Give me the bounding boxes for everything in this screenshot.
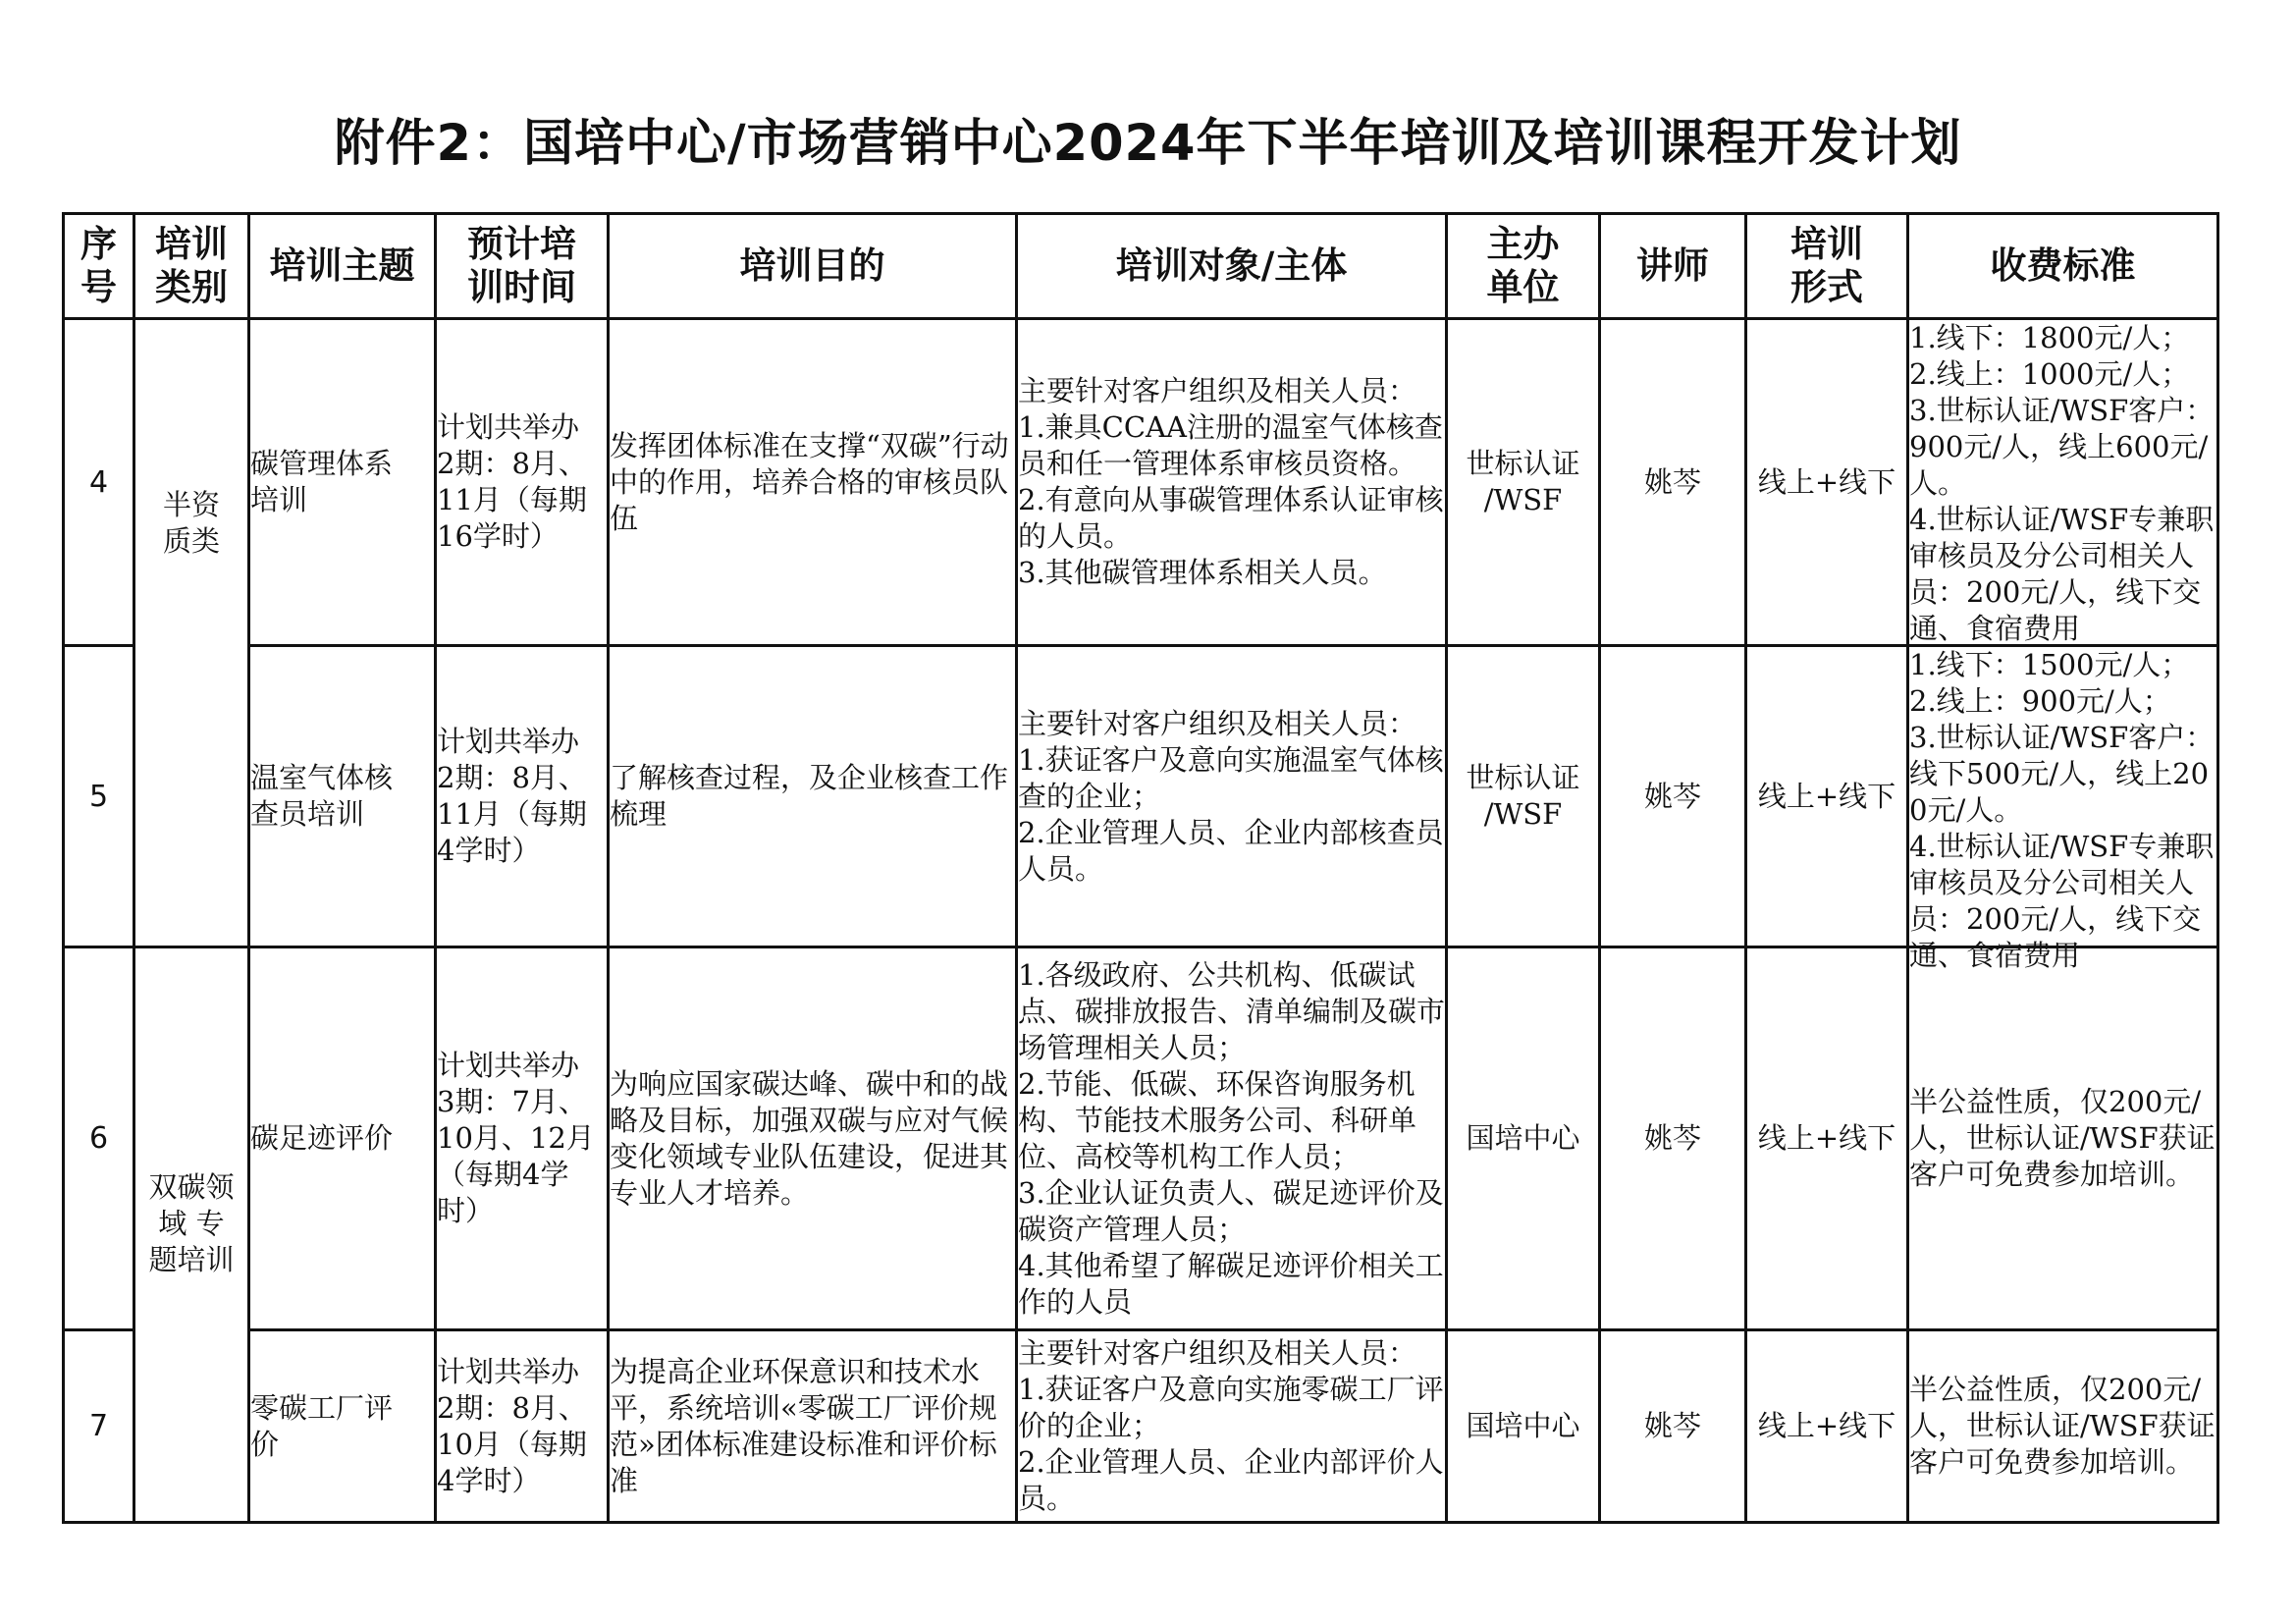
lecturer-text: 姚芩 [1643, 464, 1701, 499]
row-audience [1017, 947, 1447, 1330]
purpose-text: 发挥团体标准在支撑“双碳”行动中的作用，培养合格的审核员队伍 [610, 428, 1009, 535]
header-purpose: 培训目的 [609, 214, 1017, 319]
row-time [436, 646, 609, 947]
row-seq [64, 947, 134, 1330]
category-cell-dual-carbon [134, 947, 249, 1523]
row-purpose [609, 646, 1017, 947]
row-topic [249, 947, 436, 1330]
category-text: 双碳领 域 专 题培训 [148, 1170, 235, 1276]
topic-text: 零碳工厂评 价 [250, 1390, 394, 1461]
header-topic: 培训主题 [249, 214, 436, 319]
header-category: 培训 类别 [134, 214, 249, 319]
row-topic [249, 646, 436, 947]
row-lecturer [1600, 319, 1746, 646]
seq-text: 4 [88, 464, 109, 500]
row-format [1746, 947, 1908, 1330]
header-organizer: 主办 单位 [1447, 214, 1600, 319]
row-fee [1908, 319, 2218, 646]
time-text: 计划共举办 2期：8月、 11月（每期 4学时） [437, 725, 587, 867]
row-organizer [1447, 947, 1600, 1330]
time-text: 计划共举办 3期：7月、 10月、12月 （每期4学 时） [437, 1049, 595, 1227]
audience-text: 主要针对客户组织及相关人员： 1.获证客户及意向实施温室气体核查的企业； 2.企业管理人员、企业内部核查员人员。 [1018, 706, 1444, 886]
table-row [64, 947, 2218, 1330]
row-audience [1017, 646, 1447, 947]
row-seq [64, 646, 134, 947]
row-purpose [609, 1330, 1017, 1523]
purpose-text: 了解核查过程，及企业核查工作梳理 [610, 761, 1009, 831]
table-row [64, 646, 2218, 947]
row-lecturer [1600, 947, 1746, 1330]
row-time [436, 1330, 609, 1523]
organizer-text: 国培中心 [1466, 1409, 1580, 1442]
row-audience [1017, 319, 1447, 646]
format-text: 线上+线下 [1757, 464, 1896, 499]
topic-text: 温室气体核 查员培训 [250, 761, 394, 831]
header-lecturer: 讲师 [1600, 214, 1746, 319]
page-title: 附件2：国培中心/市场营销中心2024年下半年培训及培训课程开发计划 [334, 115, 1962, 173]
audience-text: 主要针对客户组织及相关人员： 1.获证客户及意向实施零碳工厂评价的企业； 2.企业管理人员、企业内部评价人员。 [1018, 1336, 1444, 1515]
time-text: 计划共举办 2期：8月、 11月（每期 16学时） [437, 410, 587, 553]
row-seq [64, 1330, 134, 1523]
organizer-text: 世标认证 /WSF [1466, 447, 1580, 516]
purpose-text: 为提高企业环保意识和技术水平，系统培训«零碳工厂评价规范»团体标准建设标准和评价标准 [610, 1354, 997, 1497]
seq-text: 7 [88, 1409, 109, 1443]
format-text: 线上+线下 [1757, 1121, 1896, 1155]
topic-text: 碳足迹评价 [250, 1121, 394, 1155]
fee-text: 半公益性质，仅200元/人，世标认证/WSF获证客户可免费参加培训。 [1909, 1085, 2216, 1191]
lecturer-text: 姚芩 [1643, 1409, 1701, 1442]
fee-text: 1.线下：1800元/人； 2.线上：1000元/人； 3.世标认证/WSF客户：900元/人，线上600元/人。 4.世标认证/WSF专兼职审核员及分公司相关人员：200元/人，线下交通、食宿费用 [1909, 321, 2215, 645]
row-purpose [609, 947, 1017, 1330]
format-text: 线上+线下 [1757, 779, 1896, 813]
row-format [1746, 319, 1908, 646]
header-format: 培训 形式 [1746, 214, 1908, 319]
lecturer-text: 姚芩 [1643, 779, 1701, 813]
table-row [64, 1330, 2218, 1523]
row-fee [1908, 947, 2218, 1330]
row-fee [1908, 1330, 2218, 1523]
header-row [64, 214, 2218, 319]
seq-text: 5 [88, 779, 109, 814]
fee-text: 半公益性质，仅200元/人，世标认证/WSF获证客户可免费参加培训。 [1909, 1373, 2216, 1479]
purpose-text: 为响应国家碳达峰、碳中和的战略及目标，加强双碳与应对气候变化领域专业队伍建设，促进其专业人才培养。 [610, 1066, 1009, 1210]
row-lecturer [1600, 646, 1746, 947]
training-plan-table [62, 212, 2219, 1524]
category-text: 半资 质类 [162, 488, 220, 558]
row-fee [1908, 646, 2218, 972]
row-topic [249, 319, 436, 646]
header-time: 预计培 训时间 [436, 214, 609, 319]
row-audience [1017, 1330, 1447, 1523]
header-seq: 序 号 [64, 214, 134, 319]
row-topic [249, 1330, 436, 1523]
row-format [1746, 1330, 1908, 1523]
row-purpose [609, 319, 1017, 646]
format-text: 线上+线下 [1757, 1409, 1896, 1442]
row-seq [64, 319, 134, 646]
row-organizer [1447, 319, 1600, 646]
topic-text: 碳管理体系 培训 [250, 447, 394, 516]
row-format [1746, 646, 1908, 947]
seq-text: 6 [88, 1121, 109, 1156]
time-text: 计划共举办 2期：8月、 10月（每期 4学时） [437, 1354, 587, 1497]
header-audience: 培训对象/主体 [1017, 214, 1447, 319]
row-time [436, 319, 609, 646]
row-organizer [1447, 1330, 1600, 1523]
row-lecturer [1600, 1330, 1746, 1523]
lecturer-text: 姚芩 [1643, 1121, 1701, 1155]
table-row [64, 319, 2218, 646]
row-organizer [1447, 646, 1600, 947]
header-fee: 收费标准 [1908, 214, 2218, 319]
fee-text: 1.线下：1500元/人； 2.线上：900元/人； 3.世标认证/WSF客户：线下500元/人，线上200元/人。 4.世标认证/WSF专兼职审核员及分公司相关人员：200元/人，线下交通、食宿费用 [1909, 648, 2215, 972]
category-cell-qualification [134, 319, 249, 947]
audience-text: 1.各级政府、公共机构、低碳试点、碳排放报告、清单编制及碳市场管理相关人员； 2.节能、低碳、环保咨询服务机构、节能技术服务公司、科研单位、高校等机构工作人员； 3.企业认证负责人、碳足迹评价及碳资产管理人员； 4.其他希望了解碳足迹评价相关工作的人员 [1018, 957, 1446, 1319]
organizer-text: 国培中心 [1466, 1121, 1580, 1155]
row-time [436, 947, 609, 1330]
audience-text: 主要针对客户组织及相关人员： 1.兼具CCAA注册的温室气体核查员和任一管理体系审核员资格。 2.有意向从事碳管理体系认证审核的人员。 3.其他碳管理体系相关人员。 [1018, 374, 1444, 589]
organizer-text: 世标认证 /WSF [1466, 761, 1580, 831]
